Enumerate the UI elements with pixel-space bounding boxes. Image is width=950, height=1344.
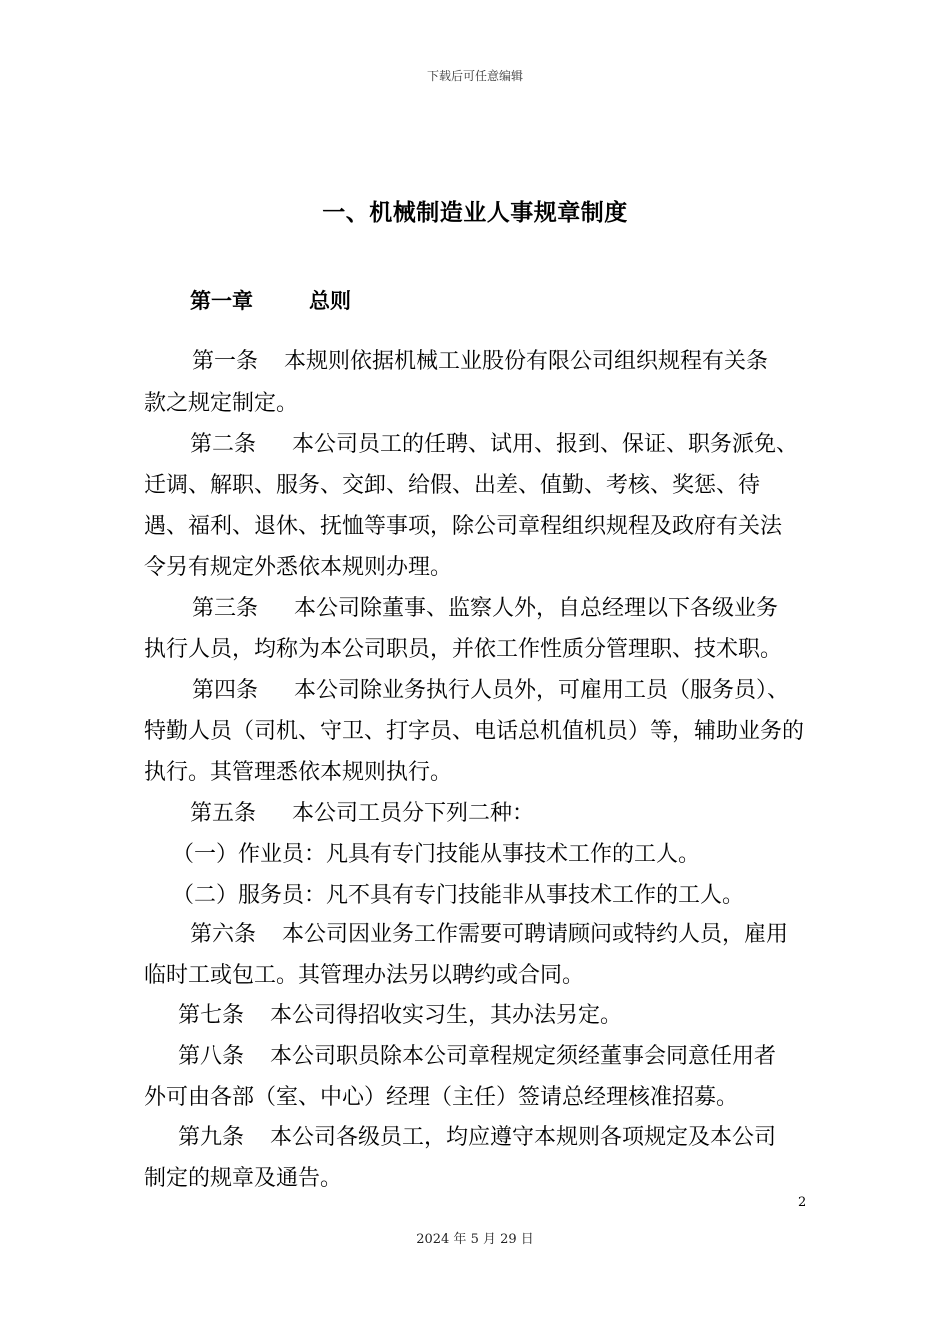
article-1-line-1: 第一条 本规则依据机械工业股份有限公司组织规程有关条	[192, 349, 769, 374]
document-title: 一、机械制造业人事规章制度	[322, 200, 628, 226]
chapter-label: 第一章	[190, 289, 253, 313]
article-5-item-1: （一）作业员：凡具有专门技能从事技术工作的工人。	[172, 842, 701, 867]
article-6-line-1: 第六条 本公司因业务工作需要可聘请顾问或特约人员，雇用	[190, 922, 789, 947]
article-9-line-1: 第九条 本公司各级员工，均应遵守本规则各项规定及本公司	[178, 1125, 777, 1150]
article-4-line-3: 执行。其管理悉依本规则执行。	[144, 760, 453, 785]
article-3-label: 第三条	[192, 596, 259, 621]
chapter-title: 总则	[309, 289, 351, 313]
article-2-label: 第二条	[190, 432, 257, 457]
article-2-line-2: 迁调、解职、服务、交卸、给假、出差、值勤、考核、奖惩、待	[144, 473, 761, 498]
page-number: 2	[798, 1195, 807, 1210]
article-8-line-1: 第八条 本公司职员除本公司章程规定须经董事会同意任用者	[178, 1044, 777, 1069]
article-2-line-3: 遇、福利、退休、抚恤等事项，除公司章程组织规程及政府有关法	[144, 514, 783, 539]
article-4-line-2: 特勤人员（司机、守卫、打字员、电话总机值机员）等，辅助业务的	[144, 719, 805, 744]
article-4-line-1: 第四条 本公司除业务执行人员外，可雇用工员（服务员）、	[192, 678, 790, 703]
article-5-line-1: 第五条 本公司工员分下列二种：	[190, 801, 535, 826]
article-3-line-1: 第三条 本公司除董事、监察人外，自总经理以下各级业务	[192, 596, 779, 621]
article-2-line-4: 令另有规定外悉依本规则办理。	[144, 555, 453, 580]
article-5-label: 第五条	[190, 801, 257, 826]
article-1-line-2: 款之规定制定。	[144, 391, 299, 416]
article-7-line-1: 第七条 本公司得招收实习生，其办法另定。	[178, 1003, 623, 1028]
article-3-line-2: 执行人员，均称为本公司职员，并依工作性质分管理职、技术职。	[144, 637, 783, 662]
header-note: 下载后可任意编辑	[426, 69, 523, 83]
article-4-label: 第四条	[192, 678, 259, 703]
article-2-line-1: 第二条 本公司员工的任聘、试用、报到、保证、职务派免、	[190, 432, 799, 457]
article-5-item-2: （二）服务员：凡不具有专门技能非从事技术工作的工人。	[172, 883, 745, 908]
article-6-label: 第六条	[190, 922, 257, 947]
article-9-label: 第九条	[178, 1125, 245, 1150]
article-8-line-2: 外可由各部（室、中心）经理（主任）签请总经理核准招募。	[144, 1085, 739, 1110]
article-7-label: 第七条	[178, 1003, 245, 1028]
article-8-label: 第八条	[178, 1044, 245, 1069]
footer-date: 2024 年 5 月 29 日	[416, 1232, 534, 1247]
article-6-line-2: 临时工或包工。其管理办法另以聘约或合同。	[144, 963, 585, 988]
article-9-line-2: 制定的规章及通告。	[144, 1166, 343, 1191]
article-1-label: 第一条	[192, 349, 259, 374]
